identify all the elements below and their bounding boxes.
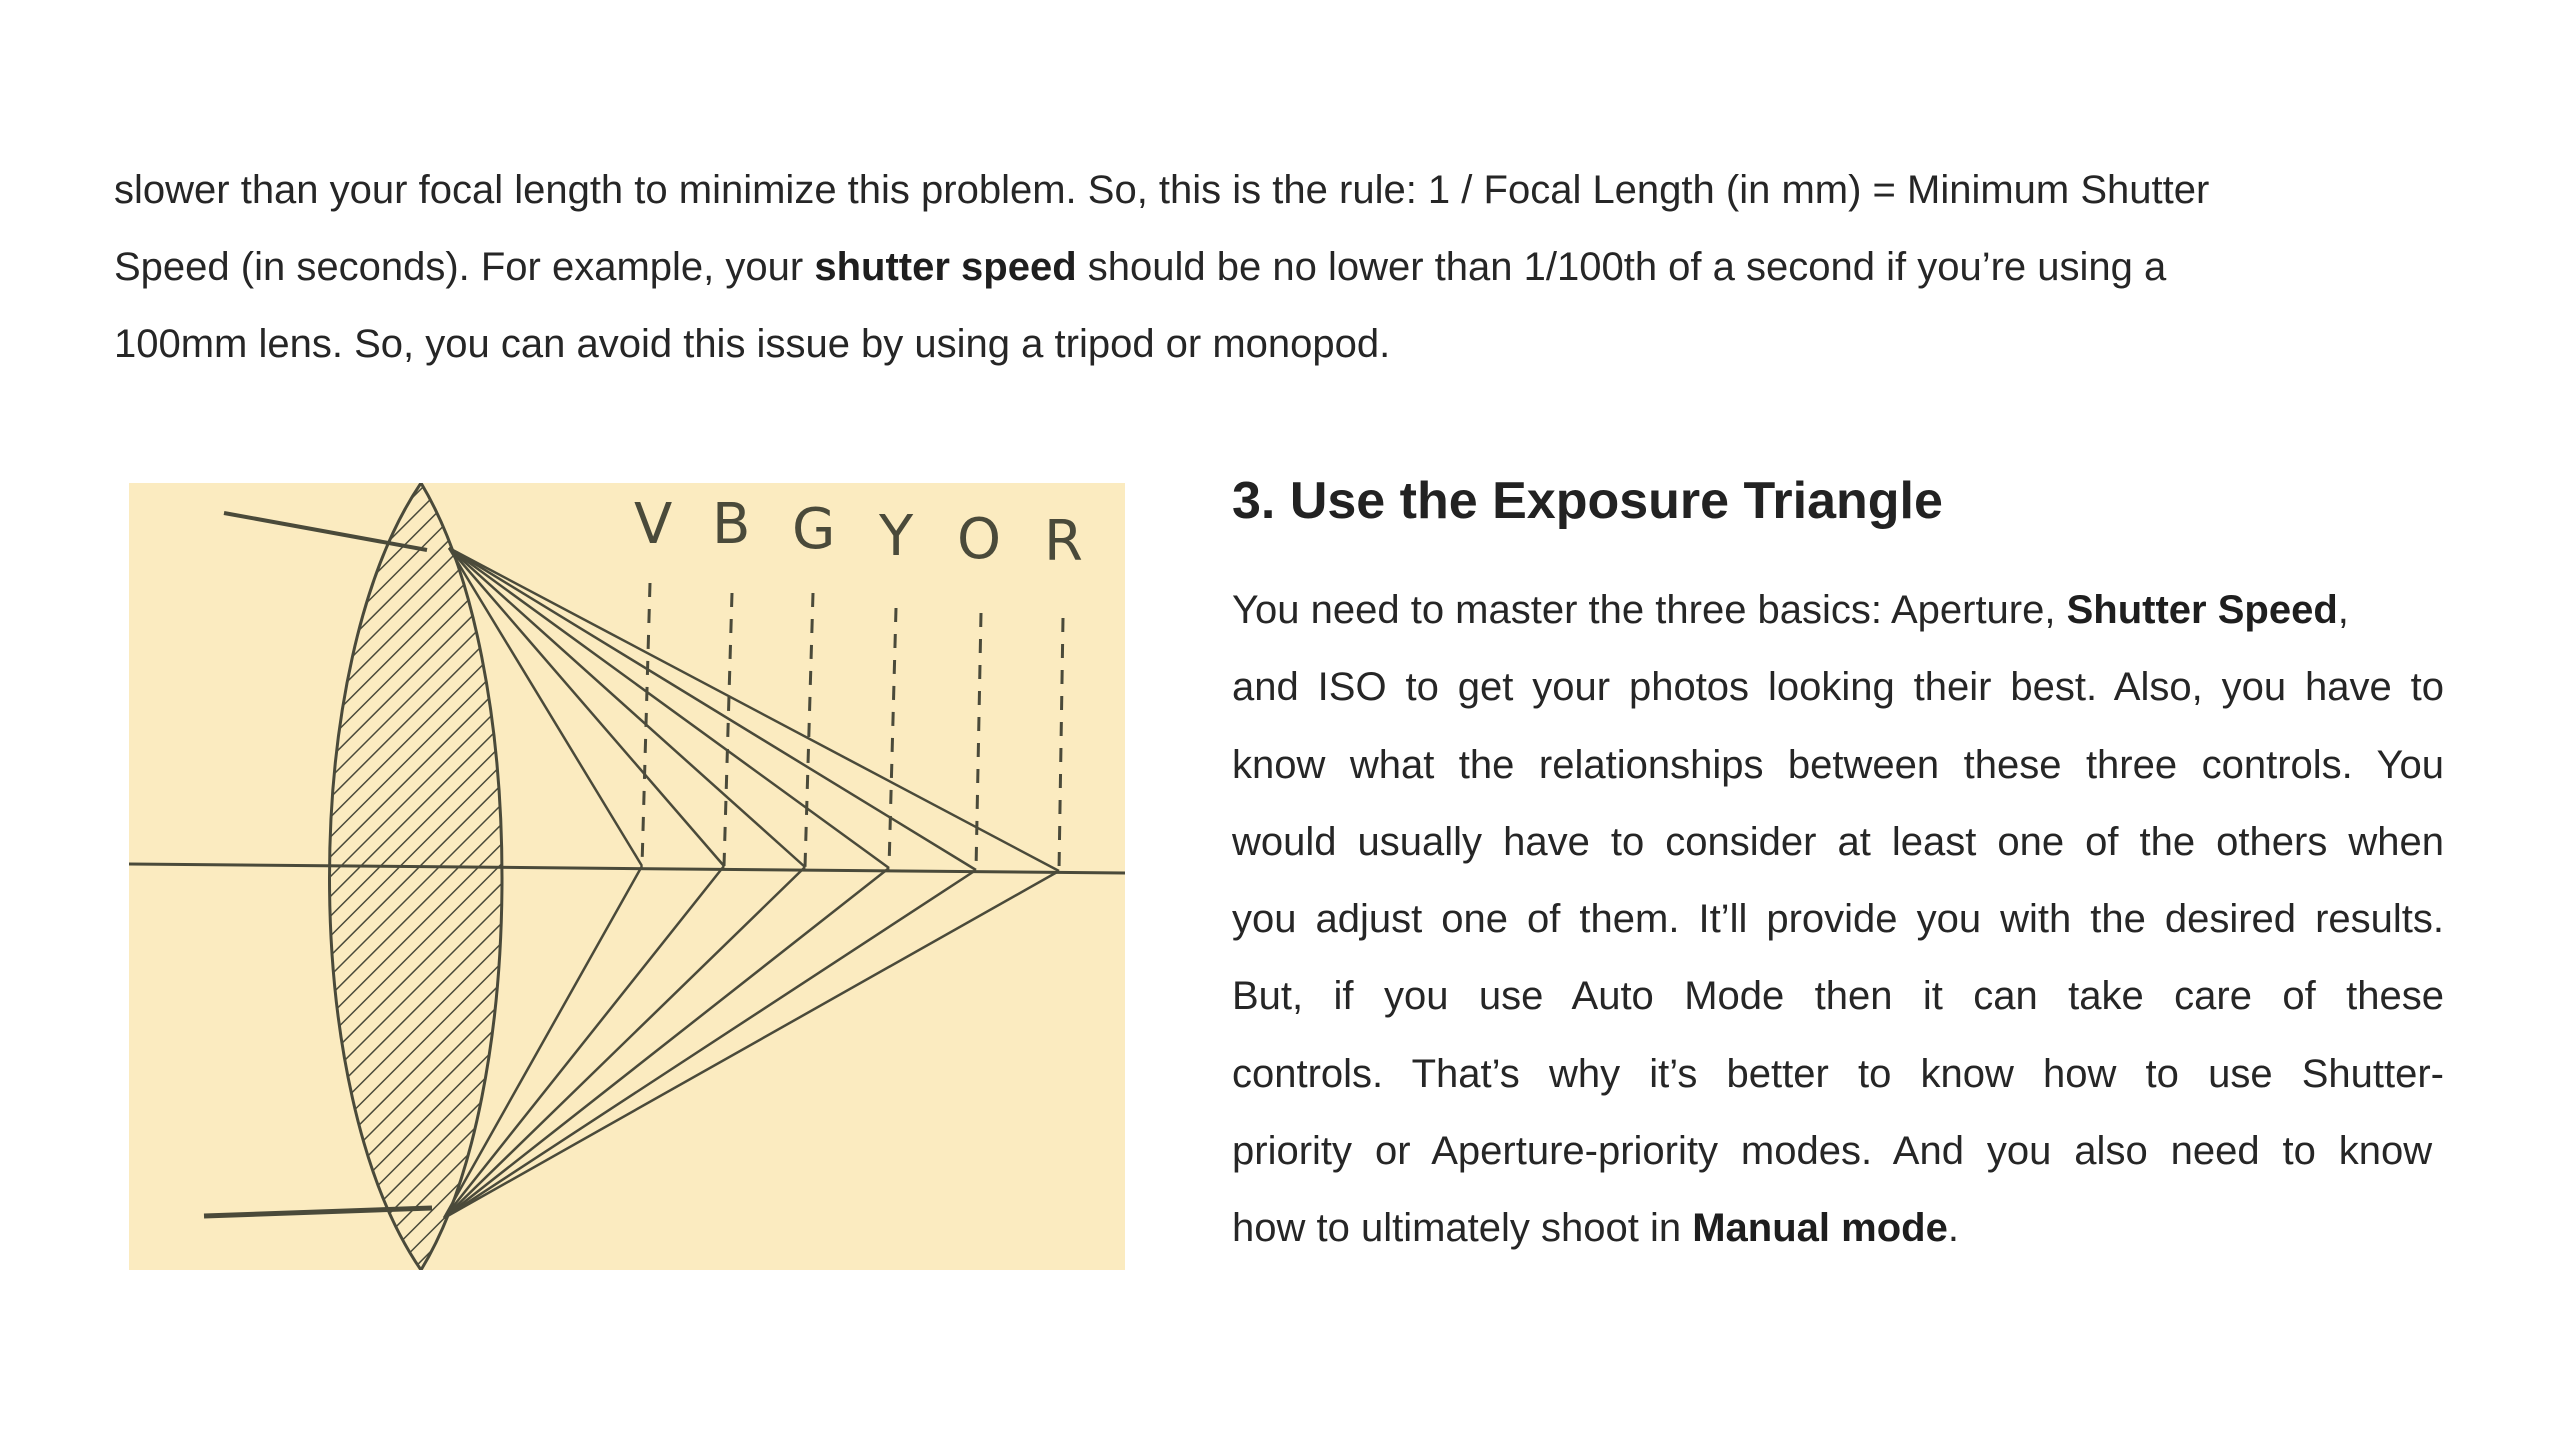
label-r: R — [1044, 509, 1083, 574]
label-b: B — [712, 492, 751, 557]
section-line-1-end: , — [2337, 588, 2349, 632]
section-line-1-start: You need to master the three basics: Aperture, — [1232, 588, 2067, 632]
section-line-6: But, if you use Auto Mode then it can take care of these — [1232, 974, 2444, 1019]
shutter-speed-heading-bold: Shutter Speed — [2066, 588, 2338, 632]
chromatic-aberration-illustration — [129, 483, 1125, 1270]
intro-line-1: slower than your focal length to minimize this problem. So, this is the rule: 1 / Focal Length (in mm) = Minimum Shutter — [114, 168, 2210, 212]
label-g: G — [792, 497, 836, 562]
lens-diagram — [129, 483, 1125, 1270]
section-line-1 — [1232, 572, 2444, 649]
section-line-9-start: how to ultimately shoot in — [1232, 1206, 1693, 1251]
intro-line-2 — [114, 229, 2454, 306]
converging-rays-top — [449, 548, 1059, 871]
intro-line-2-end: should be no lower than 1/100th of a second if you’re using a — [1076, 245, 2167, 289]
section-line-3: know what the relationships between these three controls. You — [1232, 742, 2444, 787]
manual-mode-bold: Manual mode — [1692, 1206, 1948, 1251]
label-o: O — [957, 507, 1002, 572]
section-line-9-end: . — [1947, 1206, 1959, 1251]
section-paragraph — [1232, 572, 2444, 1268]
section-heading: 3. Use the Exposure Triangle — [1232, 472, 1943, 530]
intro-paragraph — [114, 152, 2454, 383]
intro-line-3: 100mm lens. So, you can avoid this issue by using a tripod or monopod. — [114, 322, 1391, 366]
label-y: Y — [879, 504, 914, 569]
intro-line-2-start: Speed (in seconds). For example, your — [114, 245, 815, 289]
section-line-7: controls. That’s why it’s better to know how to use Shutter- — [1232, 1051, 2444, 1096]
section-line-2: and ISO to get your photos looking their best. Also, you have to — [1232, 665, 2444, 710]
section-line-8: priority or Aperture-priority modes. And you also need to know — [1232, 1129, 2433, 1174]
convex-lens — [330, 483, 503, 1270]
converging-rays-bottom — [444, 866, 1059, 1218]
focal-markers — [642, 583, 1063, 871]
label-v: V — [634, 492, 673, 557]
section-line-9 — [1232, 1190, 2444, 1267]
section-line-5: you adjust one of them. It’ll provide you with the desired results. — [1232, 897, 2444, 942]
section-line-4: would usually have to consider at least one of the others when — [1232, 819, 2444, 864]
shutter-speed-bold: shutter speed — [814, 245, 1077, 289]
